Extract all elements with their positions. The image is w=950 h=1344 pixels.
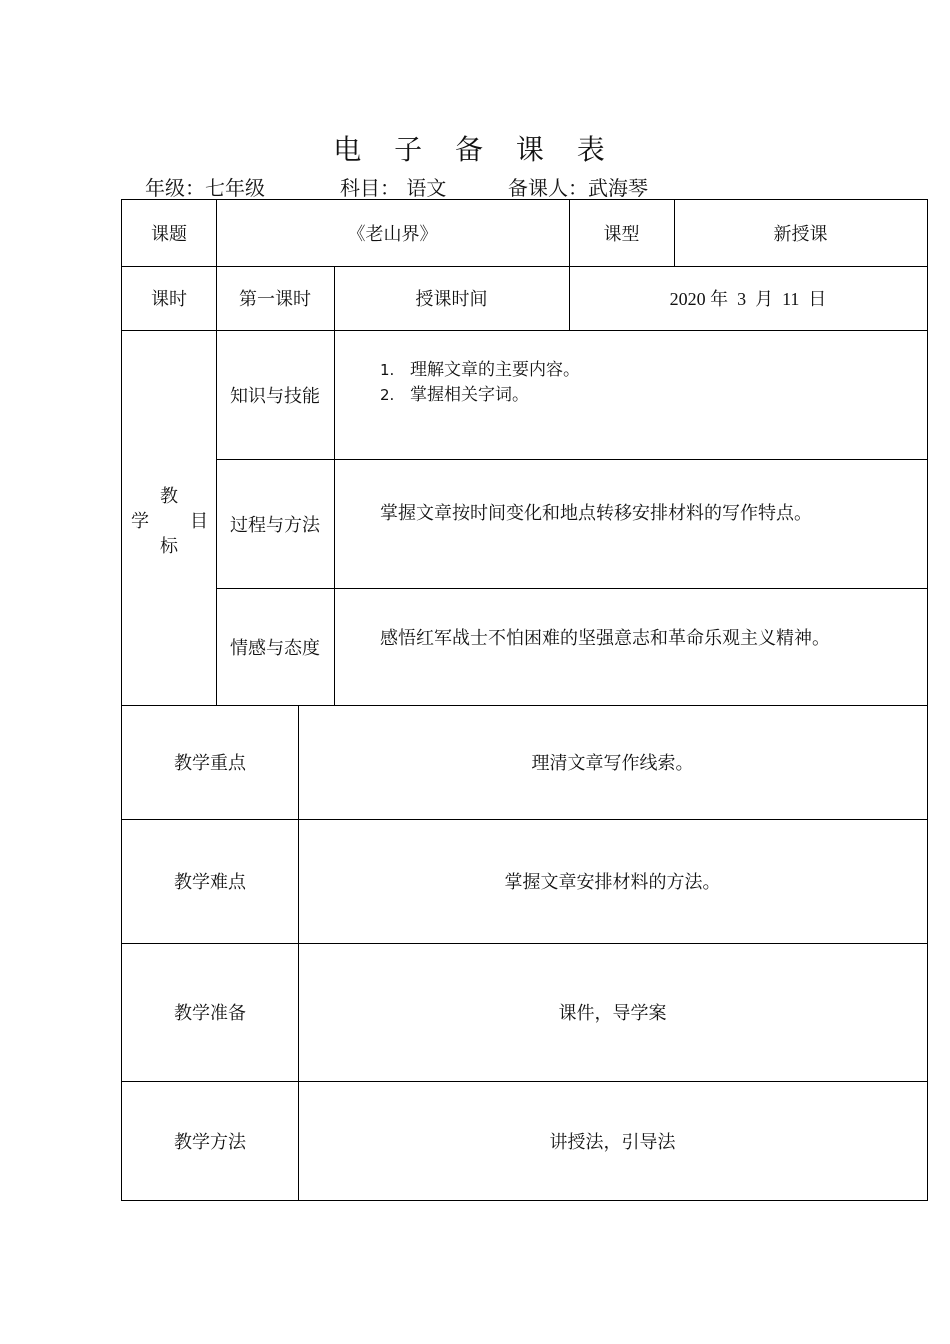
objectives-char-4: 标 [160,536,178,557]
method-label: 教学方法 [174,1131,246,1153]
process-value-cell [334,459,928,589]
difficulty-value-cell [298,819,928,944]
teaching-time-value: 2020 年 3 月 11 日 [669,289,827,309]
subject-label: 科目： 语文 [340,176,447,200]
emotion-label-cell [216,588,335,706]
period-label-cell [121,266,217,331]
topic-label-cell [121,199,217,267]
process-label-cell [216,459,335,589]
lesson-type-value-cell [674,199,928,267]
objectives-char-2: 学 [131,511,149,532]
key-points-label-cell [121,705,299,820]
topic-label: 课题 [151,224,187,245]
objectives-char-1: 教 [160,486,178,507]
method-value: 讲授法，引导法 [549,1131,676,1153]
preparation-label: 教学准备 [174,1003,246,1024]
knowledge-label: 知识与技能 [230,385,320,407]
period-label: 课时 [151,289,187,310]
key-points-label: 教学重点 [174,753,246,774]
list-item [380,383,580,408]
lesson-type-label: 课型 [603,224,640,245]
teacher-label: 备课人：武海琴 [508,176,648,200]
lesson-type-label-cell [569,199,675,267]
knowledge-label-cell [216,330,335,460]
emotion-value: 感悟红军战士不怕困难的坚强意志和革命乐观主义精神。 [380,628,830,649]
key-points-value-cell [298,705,928,820]
difficulty-label: 教学难点 [174,872,246,893]
preparation-value-cell [298,943,928,1082]
lesson-type-value: 新授课 [773,224,828,245]
difficulty-value: 掌握文章安排材料的方法。 [504,872,721,893]
objectives-char-3: 目 [190,511,208,532]
grade-label: 年级：七年级 [145,176,265,200]
knowledge-list [380,358,580,408]
period-value-cell [216,266,335,331]
preparation-value: 课件，导学案 [558,1003,667,1024]
page-title: 电 子 备 课 表 [333,133,617,166]
period-value: 第一课时 [239,289,311,310]
teaching-time-value-cell [569,266,928,331]
topic-value-cell [216,199,570,267]
difficulty-label-cell [121,819,299,944]
process-label: 过程与方法 [230,514,320,536]
list-text: 掌握相关字词。 [410,385,529,405]
list-item [380,358,580,383]
list-number: 1. [380,361,395,379]
method-label-cell [121,1081,299,1201]
process-value: 掌握文章按时间变化和地点转移安排材料的写作特点。 [380,503,812,524]
list-text: 理解文章的主要内容。 [410,360,580,380]
teaching-time-label-cell [334,266,570,331]
teaching-time-label: 授课时间 [415,289,488,310]
method-value-cell [298,1081,928,1201]
key-points-value: 理清文章写作线索。 [531,753,694,774]
list-number: 2. [380,386,395,404]
emotion-value-cell [334,588,928,706]
topic-value: 《老山界》 [347,224,438,245]
emotion-label: 情感与态度 [230,637,320,659]
preparation-label-cell [121,943,299,1082]
